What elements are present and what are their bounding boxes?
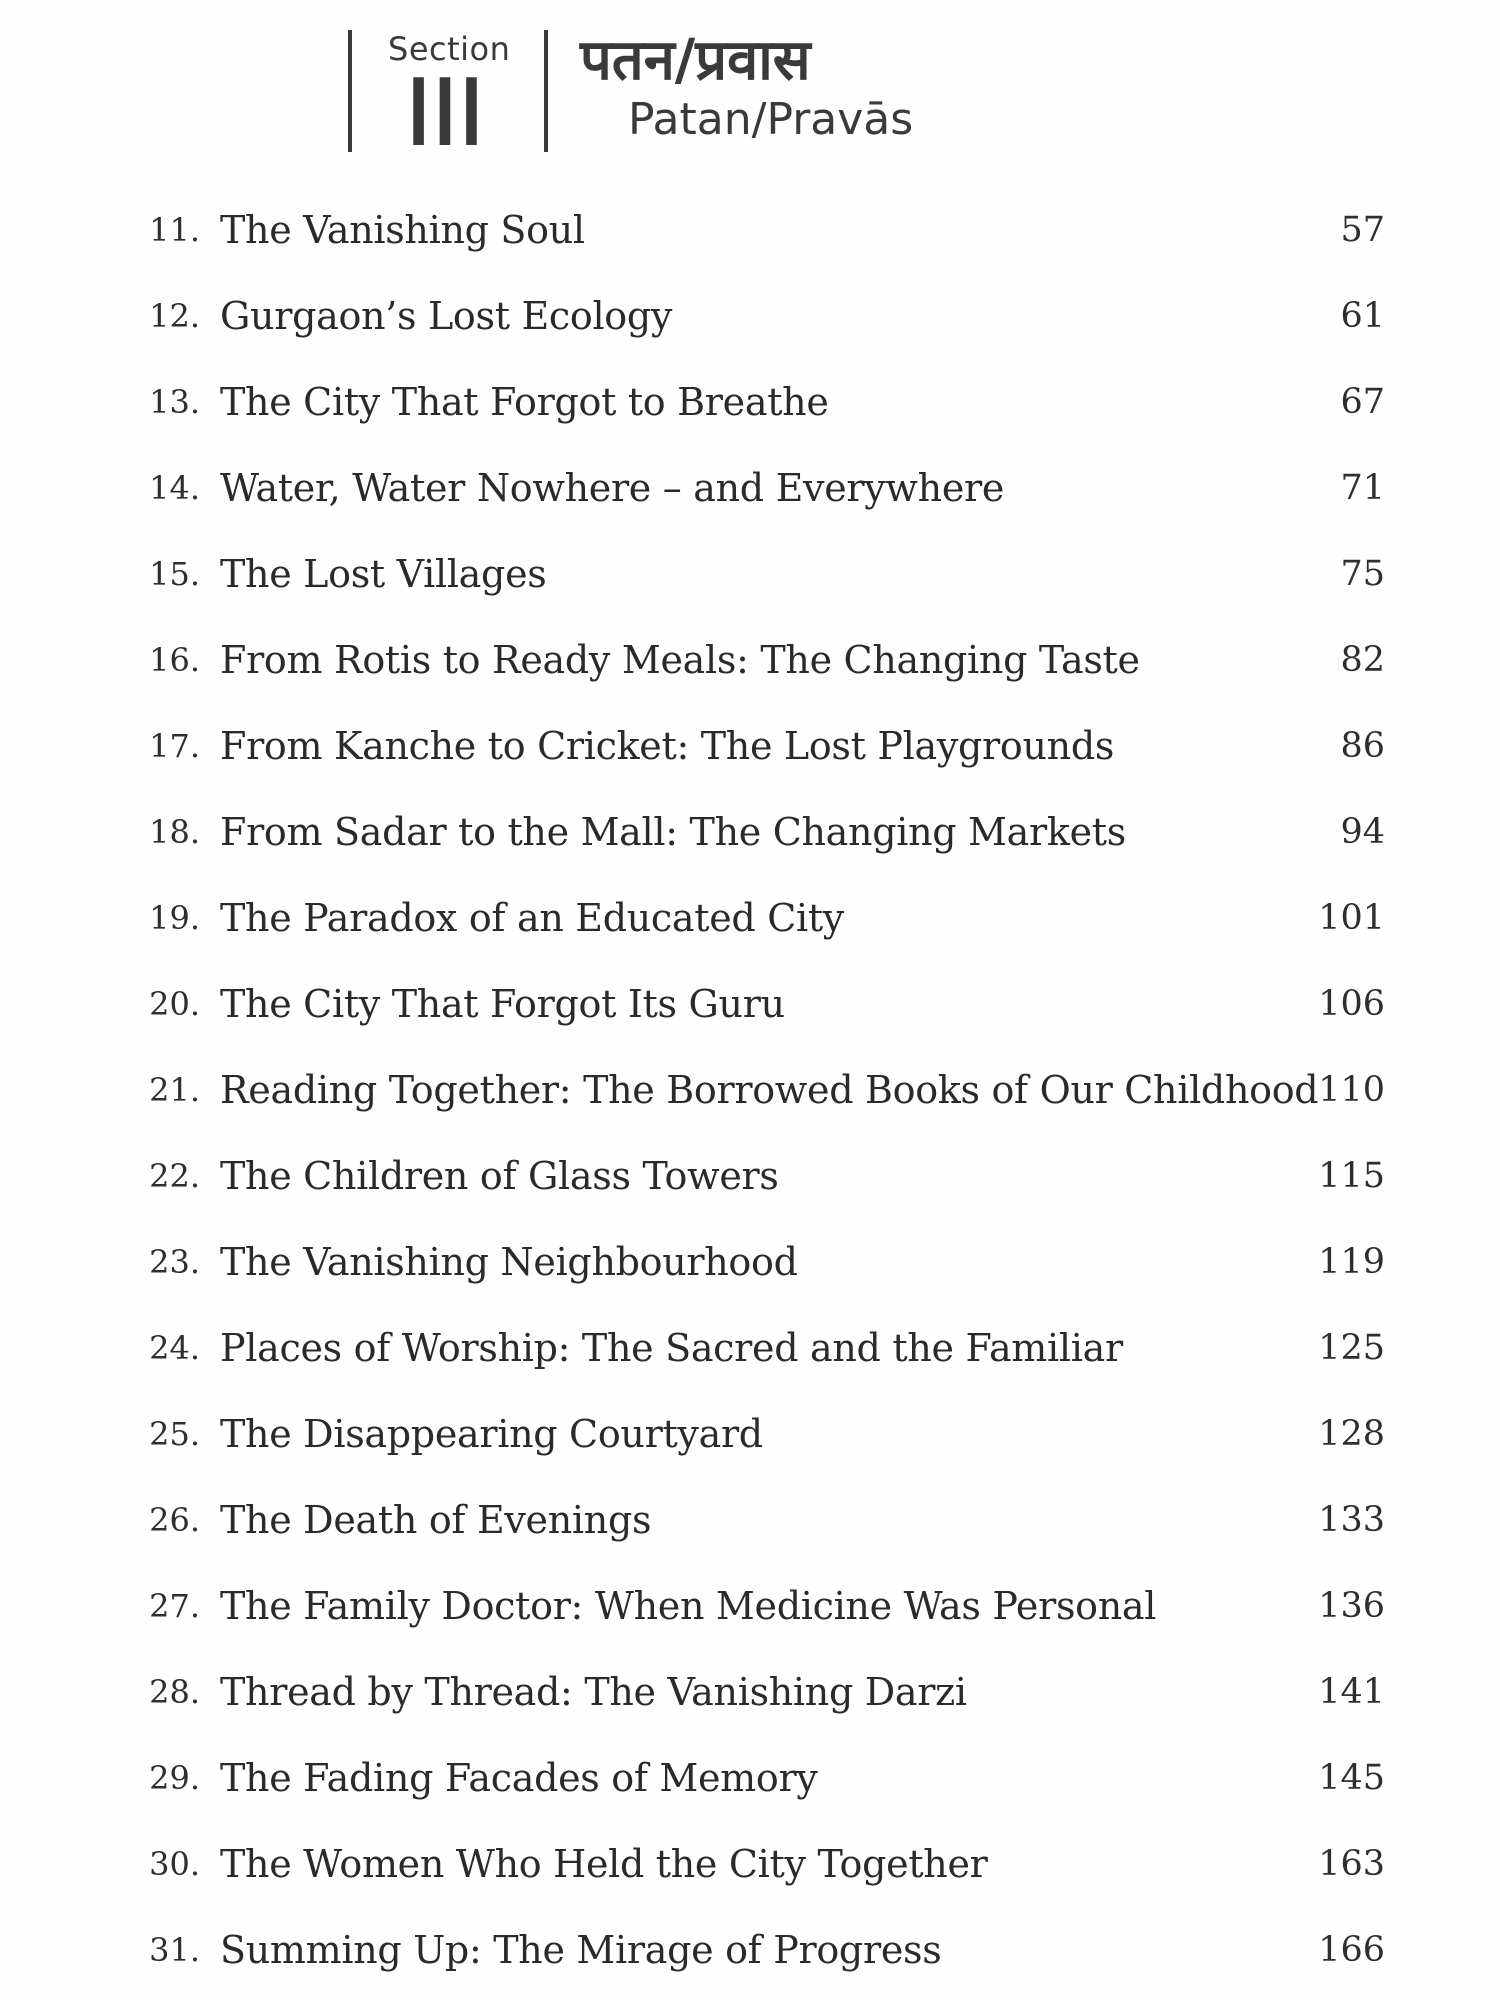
chapter-title: From Sadar to the Mall: The Changing Markets bbox=[220, 810, 1126, 854]
page-number: 166 bbox=[1318, 1930, 1385, 1970]
chapter-number: 19. bbox=[149, 899, 200, 937]
page-number: 115 bbox=[1318, 1156, 1385, 1196]
chapter-title: The City That Forgot to Breathe bbox=[220, 380, 829, 424]
chapter-title: Places of Worship: The Sacred and the Familiar bbox=[220, 1326, 1123, 1370]
page-number: 82 bbox=[1340, 640, 1385, 680]
chapter-title: The Vanishing Soul bbox=[220, 208, 585, 252]
chapter-title: The Vanishing Neighbourhood bbox=[220, 1240, 798, 1284]
chapter-number: 25. bbox=[149, 1415, 200, 1453]
toc-entry bbox=[0, 1576, 1500, 1636]
chapter-number: 13. bbox=[149, 383, 200, 421]
toc-entry bbox=[0, 1232, 1500, 1292]
page-number: 106 bbox=[1318, 984, 1385, 1024]
chapter-number: 14. bbox=[149, 469, 200, 507]
page-number: 110 bbox=[1318, 1070, 1385, 1110]
toc-entry bbox=[0, 1146, 1500, 1206]
chapter-number: 17. bbox=[149, 727, 200, 765]
toc-entry bbox=[0, 1662, 1500, 1722]
page-number: 75 bbox=[1340, 554, 1385, 594]
chapter-title: The Paradox of an Educated City bbox=[220, 896, 844, 940]
page-number: 119 bbox=[1318, 1242, 1385, 1282]
header-divider-left bbox=[348, 30, 352, 152]
toc-entry bbox=[0, 802, 1500, 862]
chapter-title: The City That Forgot Its Guru bbox=[220, 982, 785, 1026]
toc-entry bbox=[0, 1490, 1500, 1550]
chapter-number: 22. bbox=[149, 1157, 200, 1195]
page-number: 128 bbox=[1318, 1414, 1385, 1454]
toc-entry bbox=[0, 630, 1500, 690]
chapter-number: 12. bbox=[149, 297, 200, 335]
chapter-title: The Children of Glass Towers bbox=[220, 1154, 779, 1198]
chapter-number: 21. bbox=[149, 1071, 200, 1109]
section-label: Section bbox=[388, 30, 511, 68]
page-number: 163 bbox=[1318, 1844, 1385, 1884]
chapter-title: The Death of Evenings bbox=[220, 1498, 652, 1542]
chapter-number: 30. bbox=[149, 1845, 200, 1883]
chapter-title: Gurgaon’s Lost Ecology bbox=[220, 294, 673, 338]
toc-entry bbox=[0, 544, 1500, 604]
section-number: III bbox=[408, 56, 488, 166]
page-number: 136 bbox=[1318, 1586, 1385, 1626]
chapter-title: Water, Water Nowhere – and Everywhere bbox=[220, 466, 1005, 510]
chapter-number: 23. bbox=[149, 1243, 200, 1281]
page-number: 101 bbox=[1318, 898, 1385, 938]
chapter-number: 16. bbox=[149, 641, 200, 679]
page-number: 57 bbox=[1340, 210, 1385, 250]
chapter-number: 20. bbox=[149, 985, 200, 1023]
chapter-title: Reading Together: The Borrowed Books of Our Childhood bbox=[220, 1068, 1319, 1112]
toc-entry bbox=[0, 1920, 1500, 1980]
section-title-roman: Patan/Pravās bbox=[628, 94, 914, 145]
page-number: 67 bbox=[1340, 382, 1385, 422]
toc-entry bbox=[0, 1404, 1500, 1464]
toc-entry bbox=[0, 888, 1500, 948]
chapter-title: The Lost Villages bbox=[220, 552, 547, 596]
chapter-title: From Rotis to Ready Meals: The Changing Taste bbox=[220, 638, 1140, 682]
chapter-number: 27. bbox=[149, 1587, 200, 1625]
toc-entry bbox=[0, 1748, 1500, 1808]
section-title-hindi: पतन/प्रवास bbox=[580, 28, 811, 93]
page-number: 71 bbox=[1340, 468, 1385, 508]
chapter-number: 11. bbox=[149, 211, 200, 249]
page-number: 86 bbox=[1340, 726, 1385, 766]
toc-entry bbox=[0, 716, 1500, 776]
chapter-number: 18. bbox=[149, 813, 200, 851]
chapter-number: 29. bbox=[149, 1759, 200, 1797]
chapter-number: 15. bbox=[149, 555, 200, 593]
toc-entry bbox=[0, 372, 1500, 432]
page-number: 141 bbox=[1318, 1672, 1385, 1712]
chapter-number: 26. bbox=[149, 1501, 200, 1539]
page-number: 125 bbox=[1318, 1328, 1385, 1368]
toc-entry bbox=[0, 974, 1500, 1034]
chapter-title: The Family Doctor: When Medicine Was Personal bbox=[220, 1584, 1157, 1628]
chapter-title: Summing Up: The Mirage of Progress bbox=[220, 1928, 942, 1972]
toc-entry bbox=[0, 1060, 1500, 1120]
page-number: 94 bbox=[1340, 812, 1385, 852]
page-number: 133 bbox=[1318, 1500, 1385, 1540]
page-number: 145 bbox=[1318, 1758, 1385, 1798]
toc-entry bbox=[0, 458, 1500, 518]
chapter-title: The Disappearing Courtyard bbox=[220, 1412, 763, 1456]
section-header bbox=[348, 28, 948, 166]
page-number: 61 bbox=[1340, 296, 1385, 336]
chapter-title: Thread by Thread: The Vanishing Darzi bbox=[220, 1670, 967, 1714]
chapter-title: The Fading Facades of Memory bbox=[220, 1756, 818, 1800]
header-divider-right bbox=[544, 30, 548, 152]
toc-entry bbox=[0, 286, 1500, 346]
chapter-title: From Kanche to Cricket: The Lost Playgrounds bbox=[220, 724, 1115, 768]
chapter-number: 28. bbox=[149, 1673, 200, 1711]
toc-entry bbox=[0, 200, 1500, 260]
toc-entry bbox=[0, 1834, 1500, 1894]
chapter-number: 24. bbox=[149, 1329, 200, 1367]
chapter-number: 31. bbox=[149, 1931, 200, 1969]
chapter-title: The Women Who Held the City Together bbox=[220, 1842, 988, 1886]
toc-entry bbox=[0, 1318, 1500, 1378]
